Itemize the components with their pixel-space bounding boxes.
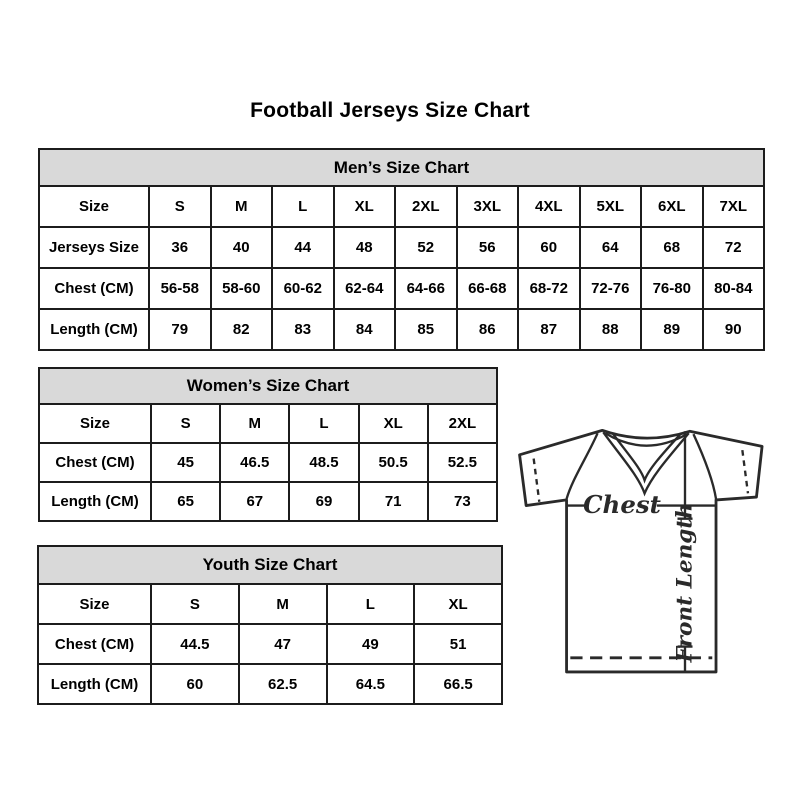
size-value-cell: 60 [518, 227, 580, 268]
size-value-cell: 4XL [518, 186, 580, 227]
table-row [39, 268, 764, 309]
size-value-cell: 2XL [428, 404, 497, 443]
size-value-cell: 40 [211, 227, 273, 268]
row-label-cell: Length (CM) [39, 482, 151, 521]
row-label-cell: Chest (CM) [38, 624, 151, 664]
size-value-cell: 85 [395, 309, 457, 350]
size-value-cell: 44 [272, 227, 334, 268]
page-title: Football Jerseys Size Chart [250, 99, 530, 122]
table-title: Youth Size Chart [38, 546, 502, 584]
size-value-cell: 64.5 [327, 664, 415, 704]
size-value-cell: 52 [395, 227, 457, 268]
size-value-cell: 44.5 [151, 624, 239, 664]
jersey-measurement-diagram [497, 402, 779, 689]
chest-label: Chest [583, 490, 661, 520]
size-value-cell: 62-64 [334, 268, 396, 309]
jersey-outline-shape [520, 430, 763, 672]
front-length-label: Front Length [672, 502, 698, 663]
size-value-cell: 52.5 [428, 443, 497, 482]
size-value-cell: 66.5 [414, 664, 502, 704]
size-value-cell: 76-80 [641, 268, 703, 309]
size-value-cell: M [211, 186, 273, 227]
size-value-cell: 84 [334, 309, 396, 350]
size-value-cell: 72-76 [580, 268, 642, 309]
size-value-cell: 68-72 [518, 268, 580, 309]
size-value-cell: S [149, 186, 211, 227]
size-value-cell: S [151, 584, 239, 624]
row-label-cell: Size [39, 404, 151, 443]
size-value-cell: 64-66 [395, 268, 457, 309]
row-label-cell: Size [38, 584, 151, 624]
row-label-cell: Chest (CM) [39, 443, 151, 482]
table-row [39, 186, 764, 227]
size-value-cell: 89 [641, 309, 703, 350]
size-value-cell: 68 [641, 227, 703, 268]
table-row [38, 664, 502, 704]
size-value-cell: S [151, 404, 220, 443]
size-value-cell: XL [359, 404, 428, 443]
size-value-cell: 64 [580, 227, 642, 268]
size-value-cell: 66-68 [457, 268, 519, 309]
size-value-cell: 72 [703, 227, 765, 268]
size-value-cell: 5XL [580, 186, 642, 227]
size-value-cell: 60-62 [272, 268, 334, 309]
size-value-cell: 87 [518, 309, 580, 350]
table-row [39, 404, 497, 443]
size-value-cell: 7XL [703, 186, 765, 227]
size-value-cell: 48 [334, 227, 396, 268]
size-value-cell: 88 [580, 309, 642, 350]
size-value-cell: 67 [220, 482, 289, 521]
mens-title-row [39, 149, 764, 186]
size-value-cell: 80-84 [703, 268, 765, 309]
table-row [39, 443, 497, 482]
table-title: Women’s Size Chart [39, 368, 497, 404]
table-row [38, 584, 502, 624]
size-value-cell: 49 [327, 624, 415, 664]
size-value-cell: 73 [428, 482, 497, 521]
size-value-cell: 50.5 [359, 443, 428, 482]
size-value-cell: 82 [211, 309, 273, 350]
womens-size-table [38, 367, 498, 522]
size-value-cell: 46.5 [220, 443, 289, 482]
size-value-cell: 51 [414, 624, 502, 664]
size-value-cell: L [289, 404, 358, 443]
size-value-cell: L [272, 186, 334, 227]
womens-title-row [39, 368, 497, 404]
table-title: Men’s Size Chart [39, 149, 764, 186]
table-row [39, 227, 764, 268]
size-value-cell: 2XL [395, 186, 457, 227]
size-value-cell: M [239, 584, 327, 624]
size-value-cell: 62.5 [239, 664, 327, 704]
size-value-cell: 3XL [457, 186, 519, 227]
row-label-cell: Length (CM) [38, 664, 151, 704]
size-value-cell: 90 [703, 309, 765, 350]
mens-size-table [38, 148, 765, 351]
youth-title-row [38, 546, 502, 584]
row-label-cell: Size [39, 186, 149, 227]
size-value-cell: 60 [151, 664, 239, 704]
row-label-cell: Chest (CM) [39, 268, 149, 309]
size-value-cell: 69 [289, 482, 358, 521]
size-value-cell: L [327, 584, 415, 624]
table-row [38, 624, 502, 664]
youth-size-table [37, 545, 503, 705]
size-value-cell: 56 [457, 227, 519, 268]
size-value-cell: 58-60 [211, 268, 273, 309]
size-value-cell: 48.5 [289, 443, 358, 482]
size-value-cell: 83 [272, 309, 334, 350]
size-value-cell: 79 [149, 309, 211, 350]
size-value-cell: 36 [149, 227, 211, 268]
table-row [39, 309, 764, 350]
table-row [39, 482, 497, 521]
size-value-cell: 45 [151, 443, 220, 482]
size-value-cell: 86 [457, 309, 519, 350]
size-value-cell: 6XL [641, 186, 703, 227]
size-value-cell: M [220, 404, 289, 443]
row-label-cell: Jerseys Size [39, 227, 149, 268]
size-value-cell: 47 [239, 624, 327, 664]
size-value-cell: 56-58 [149, 268, 211, 309]
row-label-cell: Length (CM) [39, 309, 149, 350]
size-value-cell: XL [334, 186, 396, 227]
size-value-cell: 71 [359, 482, 428, 521]
size-value-cell: 65 [151, 482, 220, 521]
size-value-cell: XL [414, 584, 502, 624]
